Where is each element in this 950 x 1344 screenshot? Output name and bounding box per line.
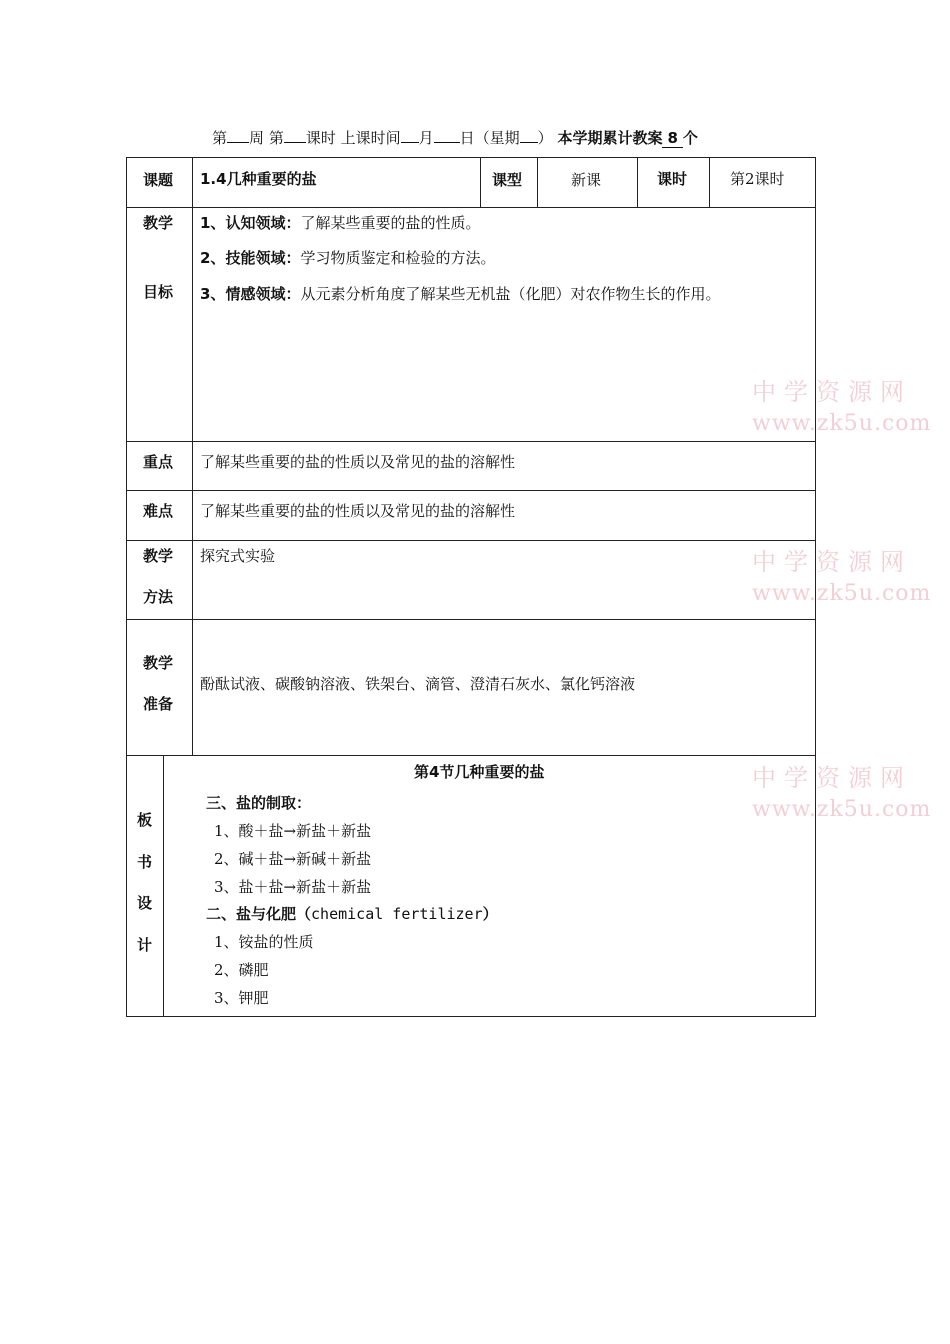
type-value: 新课 xyxy=(571,171,602,189)
goal-num: 2、 xyxy=(200,249,226,267)
type-label: 课型 xyxy=(492,171,523,189)
month-label: 月 xyxy=(418,129,434,147)
watermark-url: www.zk5u.com xyxy=(752,797,932,822)
board-section-2 xyxy=(206,903,498,924)
cumulative-unit: 个 xyxy=(682,129,698,147)
weekday-blank xyxy=(520,128,538,143)
method-value: 探究式实验 xyxy=(200,547,276,565)
watermark xyxy=(752,372,931,436)
section2-english: chemical fertilizer xyxy=(311,905,483,923)
watermark xyxy=(752,758,931,822)
section2-close: ） xyxy=(482,905,498,923)
difficult-value: 了解某些重要的盐的性质以及常见的盐的溶解性 xyxy=(200,502,516,520)
watermark xyxy=(752,542,931,606)
goal-item xyxy=(200,247,495,268)
key-label: 重点 xyxy=(143,453,174,471)
time-label: 上课时间 xyxy=(340,129,401,147)
prep-label-2: 准备 xyxy=(143,695,174,713)
board-title: 第4节几种重要的盐 xyxy=(414,763,545,781)
board-item: 3、盐＋盐→新盐＋新盐 xyxy=(214,878,372,896)
week-suffix: 周 xyxy=(249,129,265,147)
lesson-header xyxy=(212,127,698,148)
prep-label-1: 教学 xyxy=(143,654,174,672)
board-item: 1、酸＋盐→新盐＋新盐 xyxy=(214,822,372,840)
prep-value: 酚酞试液、碳酸钠溶液、铁架台、滴管、澄清石灰水、氯化钙溶液 xyxy=(200,675,636,693)
watermark-text: 中学资源网 xyxy=(752,548,912,576)
period-value: 第2课时 xyxy=(730,170,785,188)
day-label: 日（星期 xyxy=(459,129,520,147)
board-label-char: 书 xyxy=(137,853,153,871)
lesson-prefix: 第 xyxy=(268,129,284,147)
board-label-char: 设 xyxy=(137,894,153,912)
lesson-suffix: 课时 xyxy=(305,129,336,147)
goal-text: 了解某些重要的盐的性质。 xyxy=(300,214,481,232)
goal-item xyxy=(200,212,480,233)
watermark-url: www.zk5u.com xyxy=(752,581,932,606)
board-item: 2、碱＋盐→新碱＋新盐 xyxy=(214,850,372,868)
topic-value: 1.4几种重要的盐 xyxy=(200,170,317,188)
watermark-text: 中学资源网 xyxy=(752,378,912,406)
goal-head: 技能领域： xyxy=(225,249,301,267)
method-label-2: 方法 xyxy=(143,588,174,606)
period-label: 课时 xyxy=(657,170,688,188)
cumulative-label: 本学期累计教案 xyxy=(557,129,663,147)
section2-head: 二、盐与化肥（ xyxy=(206,905,312,923)
key-value: 了解某些重要的盐的性质以及常见的盐的溶解性 xyxy=(200,453,516,471)
board-item: 2、磷肥 xyxy=(214,961,269,979)
difficult-label: 难点 xyxy=(143,502,174,520)
lesson-blank xyxy=(284,128,306,143)
goal-text: 学习物质鉴定和检验的方法。 xyxy=(300,249,496,267)
board-section-3: 三、盐的制取： xyxy=(206,794,312,812)
goal-text: 从元素分析角度了解某些无机盐（化肥）对农作物生长的作用。 xyxy=(300,285,721,303)
goals-label-1: 教学 xyxy=(143,214,174,232)
goal-head: 情感领域： xyxy=(225,285,301,303)
day-close: ） xyxy=(537,129,553,147)
goal-num: 1、 xyxy=(200,214,226,232)
goal-item xyxy=(200,283,720,304)
week-blank xyxy=(227,128,249,143)
week-prefix: 第 xyxy=(212,129,228,147)
board-label-char: 板 xyxy=(137,811,153,829)
topic-label: 课题 xyxy=(143,171,174,189)
cumulative-count: 8 xyxy=(662,129,682,148)
method-label-1: 教学 xyxy=(143,547,174,565)
goal-head: 认知领域： xyxy=(225,214,301,232)
watermark-text: 中学资源网 xyxy=(752,764,912,792)
watermark-url: www.zk5u.com xyxy=(752,411,932,436)
day-blank xyxy=(434,128,460,143)
time-blank xyxy=(401,128,419,143)
board-item: 1、铵盐的性质 xyxy=(214,933,314,951)
board-label-char: 计 xyxy=(137,936,153,954)
goal-num: 3、 xyxy=(200,285,226,303)
board-item: 3、钾肥 xyxy=(214,989,269,1007)
goals-label-2: 目标 xyxy=(143,283,174,301)
